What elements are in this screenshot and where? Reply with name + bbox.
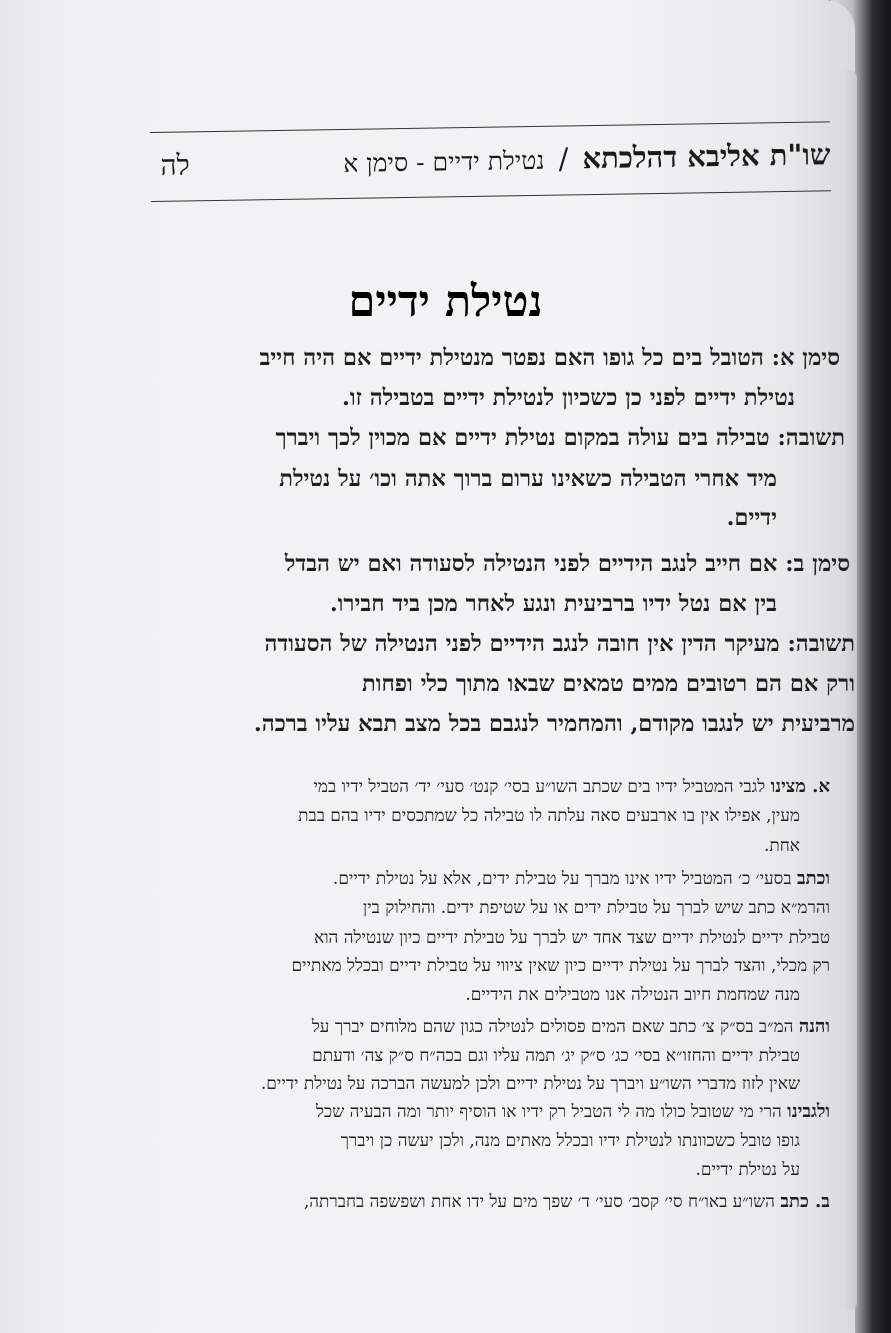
note-c-line-3: שאין לזוז מדברי השו״ע ויברך על נטילת ידיים ולכן למעשה הברכה על נטילת ידיים. [260,1074,800,1094]
note-b-line-2: והרמ״א כתב שיש לברך על טבילת ידים או על שטיפת ידים. והחילוק בין [362,898,830,918]
note-e-label: ב. כתב [780,1191,830,1212]
page-number: לה [160,148,190,182]
question-2-line-2: בין אם נטל ידיו ברביעית ונגע לאחר מכן ביד חבירו. [329,591,777,617]
question-2-line-1: סימן ב: אם חייב לנגב הידיים לפני הנטילה לסעודה ואם יש הבדל [284,551,850,577]
note-c-label: והנה [798,1016,830,1037]
question-1-label: סימן א: [771,345,840,371]
note-b-line-4: רק מכלי, והצד לברך על נטילת ידיים כיון שאין ציווי על טבילת ידיים ובכלל מאתיים [291,956,830,976]
answer-2-line-3: מרביעית יש לנגבו מקודם, והמחמיר לנגבם בכל מצב תבא עליו ברכה. [253,711,855,737]
note-d-label: ולגבינו [787,1101,830,1122]
note-b-line-5: מנה שמחמת חיוב הנטילה אנו מטבילים את הידיים. [465,985,800,1005]
answer-1-line-1: תשובה: טבילה בים עולה במקום נטילת ידיים אם מכוין לכך ויברך [275,425,845,451]
answer-1-line-3: ידיים. [726,505,777,531]
answer-2-line-2: ורק אם הם רטובים ממים טמאים שבאו מתוך כלי ופחות [362,671,855,697]
note-d-line-1: ולגבינו הרי מי שטובל כולו מה לי הטביל רק ידיו או הוסיף יותר ומה הבעיה שכל [315,1101,830,1122]
question-1-line-2: נטילת ידיים לפני כן כשכיון לנטילת ידיים בטבילה זו. [342,385,795,411]
book-title: שו"ת אליבא דהלכתא [582,137,831,176]
note-a-line-2: מעין, אפילו אין בו ארבעים סאה עלתה לו טבילה כל שמתכסים ידיו בהם בבת [298,806,800,826]
note-a-line-3: אחת. [763,836,800,856]
running-head-title [343,137,831,180]
note-c-line-1: והנה המ״ב בס״ק צ׳ כתב שאם המים פסולים לנטילה כגון שהם מלוחים יברך על [311,1016,830,1037]
note-a-line-1: א. מצינו לגבי המטביל ידיו בים שכתב השו״ע בסי׳ קנט׳ סעי׳ יד׳ הטביל ידיו במי [313,776,830,797]
note-b-line-3: טבילת ידיים לנטילת ידיים שצד אחד יש לברך על טבילת ידיים כיון שנטילה הוא [314,928,830,948]
note-a-label: א. מצינו [770,776,830,797]
answer-2-label: תשובה: [787,631,855,657]
note-d-line-2: גופו טובל כשכוונתו לנטילת ידיו ובכלל מאתים מנה, ולכן יעשה כן ויברך [340,1131,800,1151]
running-head [150,121,831,202]
note-c-line-2: טבילת ידיים והחזו״א בסי׳ כג׳ ס״ק יג׳ תמה עליו וגם בכה״ח ס״ק צה׳ ודעתם [312,1046,800,1066]
note-b-label: וכתב [796,868,830,889]
running-head-separator: / [558,141,569,176]
note-e-line-1: ב. כתב השו״ע באו״ח סי׳ קסב׳ סעי׳ ד׳ שפך מים על ידו אחת ושפשפה בחברתה, [303,1191,830,1212]
answer-2-line-1: תשובה: מעיקר הדין אין חובה לנגב הידיים לפני הנטילה של הסעודה [264,631,855,657]
answer-1-line-2: מיד אחרי הטבילה כשאינו ערום ברוך אתה וכו׳ על נטילת [279,466,777,492]
chapter-heading: נטילת ידיים [348,277,543,327]
question-1-line-1: סימן א: הטובל בים כל גופו האם נפטר מנטילת ידיים אם היה חייב [259,345,840,371]
question-2-label: סימן ב: [785,551,850,577]
section-subtitle: נטילת ידיים - סימן א [343,145,545,178]
note-d-line-3: על נטילת ידיים. [695,1160,800,1180]
note-b-line-1: וכתב בסעי׳ כ׳ המטביל ידיו אינו מברך על טבילת ידים, אלא על נטילת ידיים. [332,868,830,889]
answer-1-label: תשובה: [777,425,845,451]
